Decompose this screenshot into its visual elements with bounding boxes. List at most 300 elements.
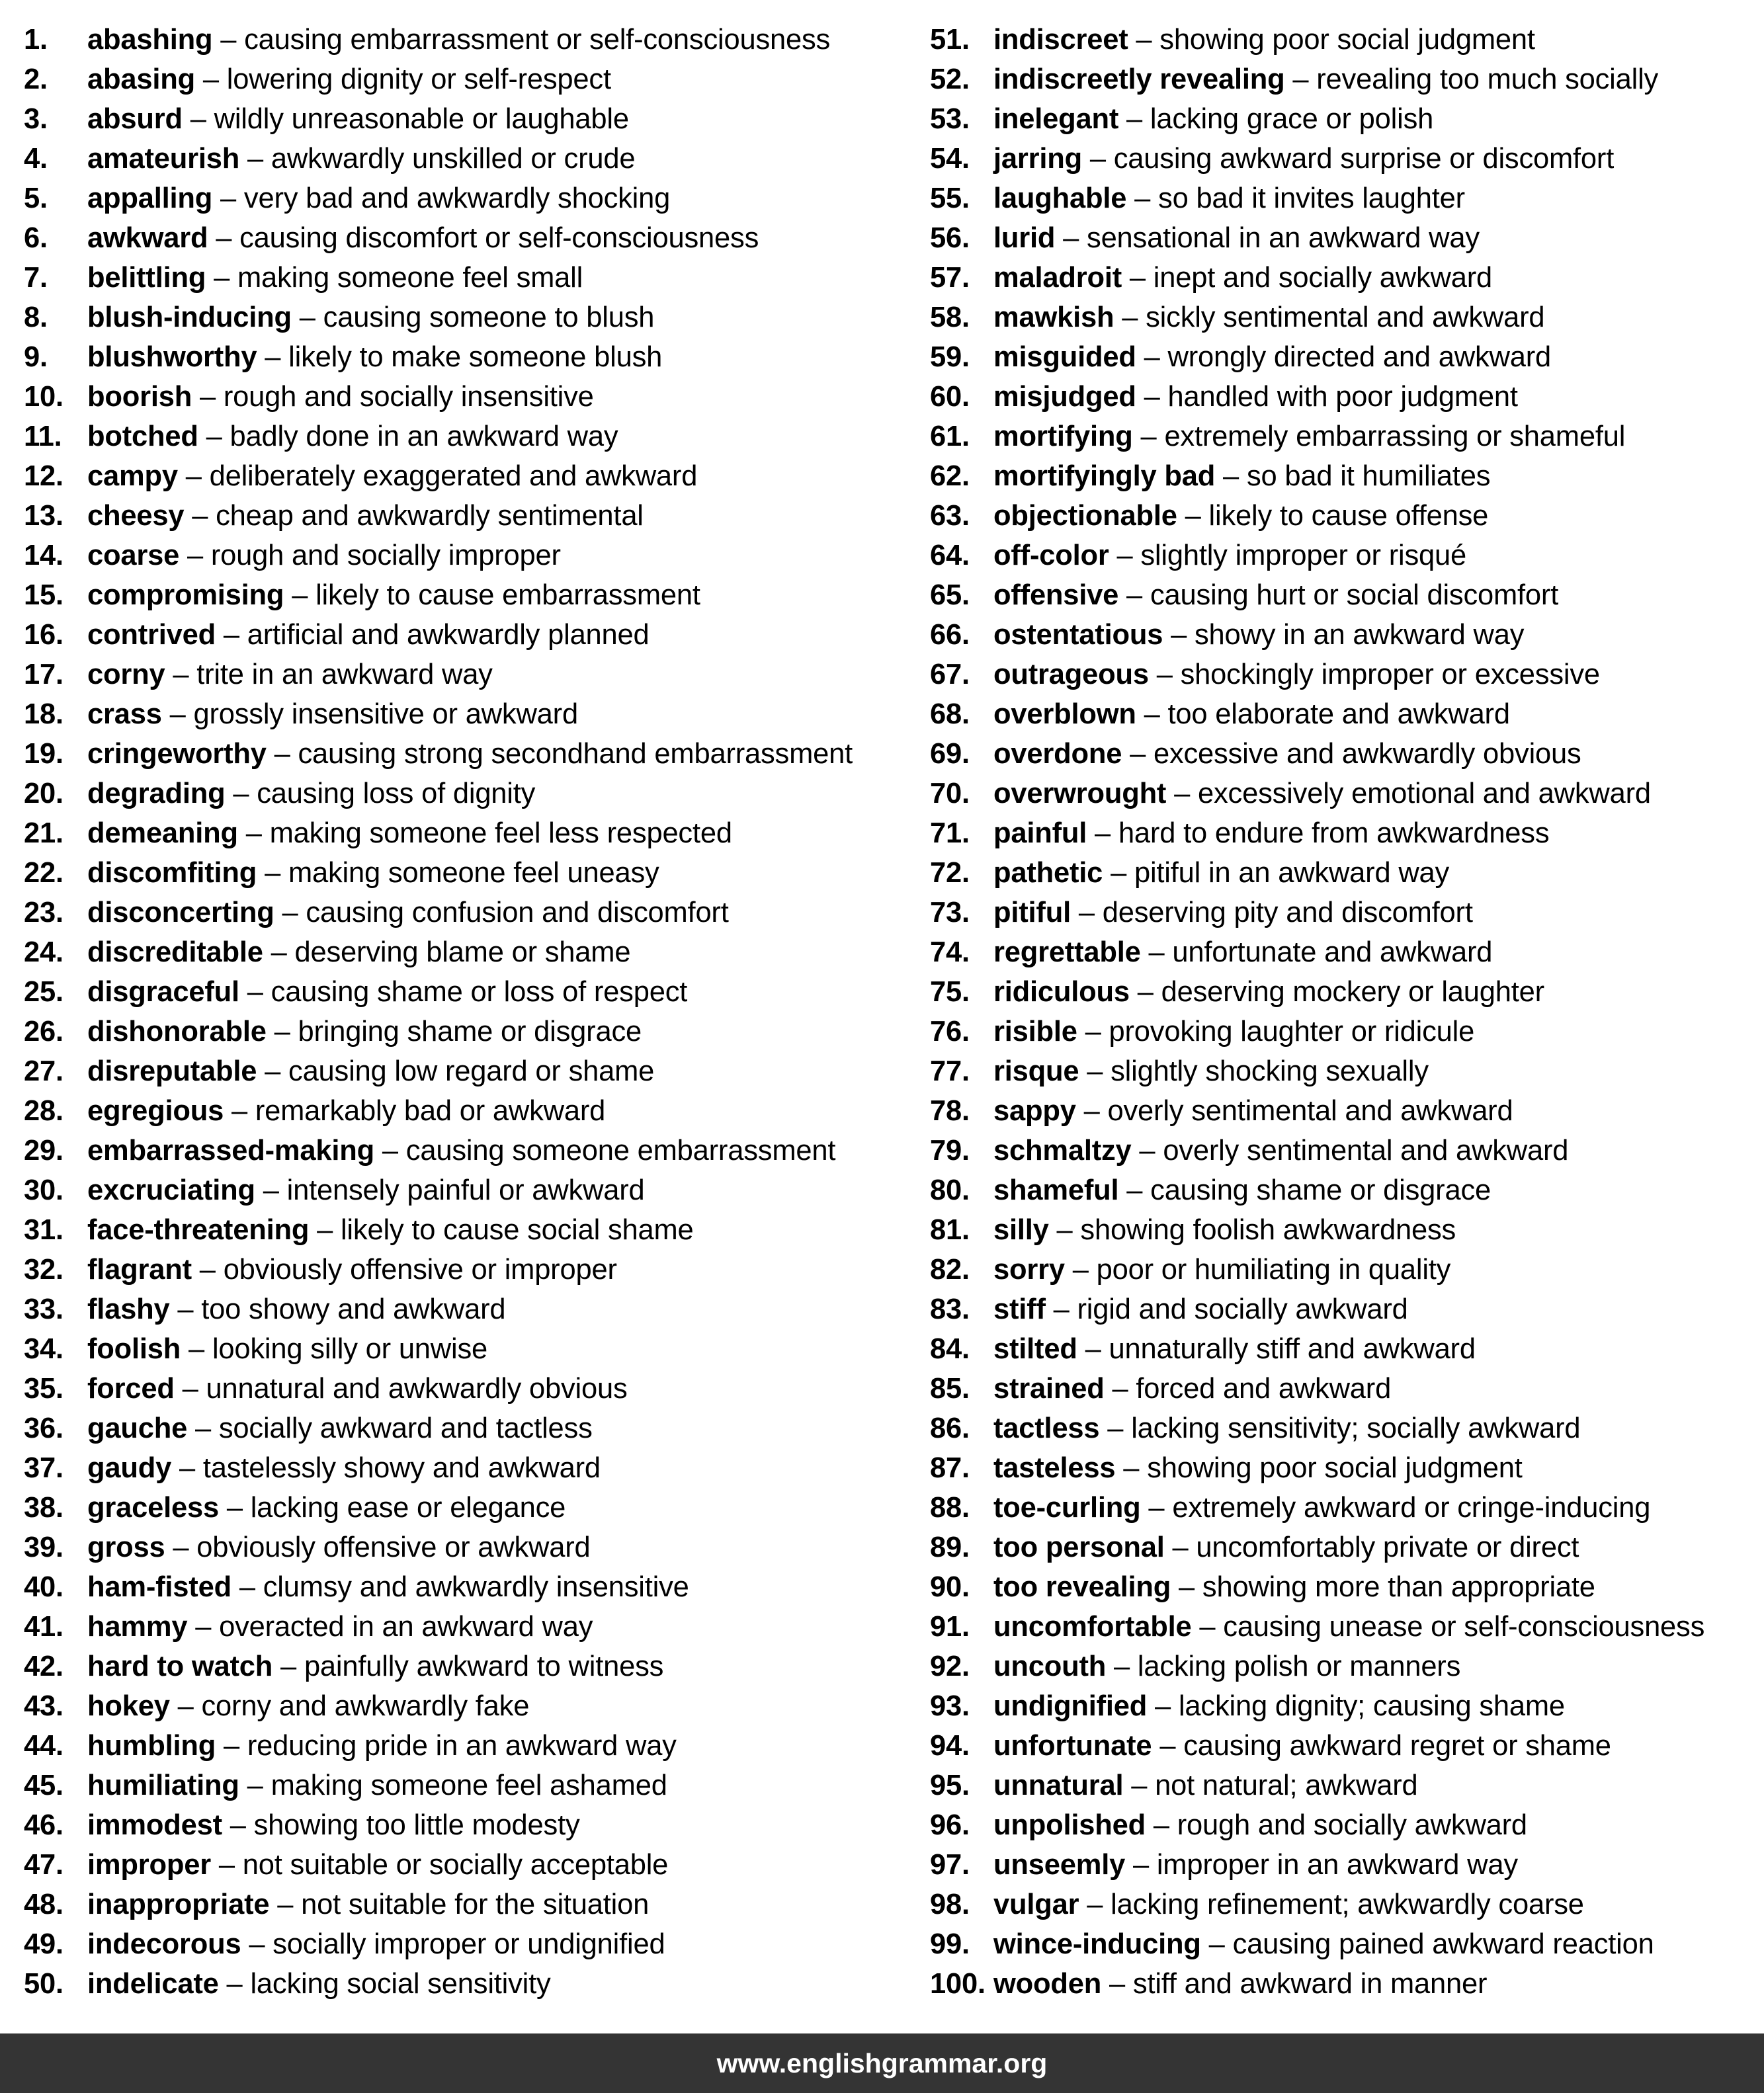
item-number: 85. bbox=[930, 1373, 970, 1405]
item-separator: – bbox=[198, 421, 230, 452]
item-term: gauche bbox=[87, 1413, 188, 1444]
item-definition: sickly sentimental and awkward bbox=[1146, 302, 1545, 333]
item-term: jarring bbox=[993, 143, 1082, 175]
item-number: 74. bbox=[930, 936, 970, 968]
item-term: ham-fisted bbox=[87, 1571, 231, 1603]
item-separator: – bbox=[284, 579, 316, 611]
list-item bbox=[24, 1805, 903, 1845]
item-term: vulgar bbox=[993, 1889, 1079, 1920]
item-number: 27. bbox=[24, 1055, 63, 1087]
item-number: 1. bbox=[24, 24, 48, 56]
item-separator: – bbox=[1079, 1055, 1111, 1087]
item-definition: inept and socially awkward bbox=[1153, 262, 1492, 294]
item-term: mortifyingly bad bbox=[993, 460, 1216, 492]
item-term: overwrought bbox=[993, 778, 1167, 809]
item-definition: causing discomfort or self-consciousness bbox=[239, 222, 759, 254]
item-term: embarrassed-making bbox=[87, 1135, 375, 1167]
list-item bbox=[930, 1091, 1757, 1131]
item-number: 69. bbox=[930, 738, 970, 770]
item-separator: – bbox=[266, 1016, 298, 1047]
item-number: 83. bbox=[930, 1293, 970, 1325]
item-definition: lacking sensitivity; socially awkward bbox=[1131, 1413, 1581, 1444]
item-term: stilted bbox=[993, 1333, 1077, 1365]
item-separator: – bbox=[169, 1293, 202, 1325]
item-separator: – bbox=[182, 103, 214, 135]
item-definition: unnatural and awkwardly obvious bbox=[206, 1373, 628, 1405]
item-separator: – bbox=[291, 302, 323, 333]
item-separator: – bbox=[1114, 302, 1146, 333]
item-definition: overly sentimental and awkward bbox=[1107, 1095, 1513, 1127]
list-item bbox=[930, 417, 1757, 456]
item-separator: – bbox=[1147, 1690, 1179, 1722]
item-definition: socially improper or undignified bbox=[273, 1928, 665, 1960]
item-number: 64. bbox=[930, 540, 970, 571]
item-separator: – bbox=[161, 698, 194, 730]
item-number: 95. bbox=[930, 1770, 970, 1801]
item-number: 34. bbox=[24, 1333, 63, 1365]
item-separator: – bbox=[1048, 1214, 1081, 1246]
item-number: 15. bbox=[24, 579, 63, 611]
item-separator: – bbox=[274, 897, 306, 928]
item-separator: – bbox=[255, 1174, 287, 1206]
item-number: 55. bbox=[930, 183, 970, 214]
item-definition: deliberately exaggerated and awkward bbox=[209, 460, 698, 492]
item-separator: – bbox=[1109, 540, 1141, 571]
item-term: indelicate bbox=[87, 1968, 219, 2000]
item-term: unfortunate bbox=[993, 1730, 1152, 1762]
item-term: wince-inducing bbox=[993, 1928, 1201, 1960]
item-number: 42. bbox=[24, 1651, 63, 1682]
item-number: 23. bbox=[24, 897, 63, 928]
list-item bbox=[24, 1329, 903, 1369]
list-item bbox=[930, 1607, 1757, 1647]
word-list-right-column bbox=[930, 20, 1757, 2004]
list-item bbox=[930, 615, 1757, 655]
item-term: unseemly bbox=[993, 1849, 1126, 1881]
item-term: amateurish bbox=[87, 143, 240, 175]
item-term: forced bbox=[87, 1373, 175, 1405]
item-number: 76. bbox=[930, 1016, 970, 1047]
item-separator: – bbox=[181, 1333, 212, 1365]
item-separator: – bbox=[174, 1373, 206, 1405]
list-item bbox=[930, 1924, 1757, 1964]
item-definition: tastelessly showy and awkward bbox=[202, 1452, 601, 1484]
item-number: 71. bbox=[930, 817, 970, 849]
list-item bbox=[24, 1964, 903, 2004]
item-definition: lacking grace or polish bbox=[1150, 103, 1434, 135]
item-definition: causing awkward regret or shame bbox=[1183, 1730, 1611, 1762]
item-definition: awkwardly unskilled or crude bbox=[271, 143, 636, 175]
list-item bbox=[24, 1091, 903, 1131]
list-item bbox=[930, 179, 1757, 218]
item-separator: – bbox=[257, 857, 288, 889]
list-item bbox=[930, 734, 1757, 774]
item-term: outrageous bbox=[993, 659, 1149, 690]
item-number: 61. bbox=[930, 421, 970, 452]
item-definition: not suitable for the situation bbox=[301, 1889, 650, 1920]
item-separator: – bbox=[1099, 1413, 1132, 1444]
list-item bbox=[930, 1369, 1757, 1409]
item-definition: obviously offensive or awkward bbox=[196, 1532, 591, 1563]
item-separator: – bbox=[269, 1889, 302, 1920]
item-separator: – bbox=[1140, 936, 1173, 968]
item-number: 80. bbox=[930, 1174, 970, 1206]
item-separator: – bbox=[1140, 1492, 1173, 1524]
item-term: schmaltzy bbox=[993, 1135, 1132, 1167]
list-item bbox=[24, 1448, 903, 1488]
list-item bbox=[930, 99, 1757, 139]
item-term: risque bbox=[993, 1055, 1079, 1087]
list-item bbox=[24, 99, 903, 139]
item-definition: causing low regard or shame bbox=[288, 1055, 655, 1087]
item-separator: – bbox=[1118, 579, 1150, 611]
item-separator: – bbox=[374, 1135, 406, 1167]
item-definition: causing someone embarrassment bbox=[405, 1135, 836, 1167]
item-definition: deserving blame or shame bbox=[294, 936, 631, 968]
item-term: unpolished bbox=[993, 1809, 1146, 1841]
item-term: hokey bbox=[87, 1690, 170, 1722]
item-definition: forced and awkward bbox=[1136, 1373, 1392, 1405]
item-term: coarse bbox=[87, 540, 180, 571]
item-definition: showing poor social judgment bbox=[1147, 1452, 1523, 1484]
list-item bbox=[24, 1210, 903, 1250]
item-separator: – bbox=[1045, 1293, 1077, 1325]
item-separator: – bbox=[194, 63, 227, 95]
item-number: 40. bbox=[24, 1571, 63, 1603]
list-item bbox=[24, 298, 903, 337]
item-term: belittling bbox=[87, 262, 206, 294]
item-term: absurd bbox=[87, 103, 183, 135]
item-definition: handled with poor judgment bbox=[1167, 381, 1518, 413]
item-term: campy bbox=[87, 460, 178, 492]
list-item bbox=[24, 1250, 903, 1290]
item-definition: slightly shocking sexually bbox=[1111, 1055, 1429, 1087]
list-item bbox=[24, 575, 903, 615]
list-item bbox=[24, 615, 903, 655]
list-item bbox=[24, 258, 903, 298]
item-number: 19. bbox=[24, 738, 63, 770]
item-separator: – bbox=[1077, 1016, 1109, 1047]
item-number: 54. bbox=[930, 143, 970, 175]
item-separator: – bbox=[1104, 1373, 1136, 1405]
item-term: sappy bbox=[993, 1095, 1076, 1127]
item-term: indecorous bbox=[87, 1928, 241, 1960]
item-number: 86. bbox=[930, 1413, 970, 1444]
item-term: hard to watch bbox=[87, 1651, 273, 1682]
list-item bbox=[930, 1567, 1757, 1607]
item-definition: extremely embarrassing or shameful bbox=[1164, 421, 1626, 452]
list-item bbox=[24, 1647, 903, 1686]
item-number: 78. bbox=[930, 1095, 970, 1127]
item-separator: – bbox=[1115, 1452, 1148, 1484]
item-term: pitiful bbox=[993, 897, 1071, 928]
item-separator: – bbox=[1081, 143, 1114, 175]
list-item bbox=[930, 1170, 1757, 1210]
item-term: silly bbox=[993, 1214, 1049, 1246]
item-number: 82. bbox=[930, 1254, 970, 1286]
item-term: mortifying bbox=[993, 421, 1133, 452]
item-number: 17. bbox=[24, 659, 63, 690]
item-term: blush-inducing bbox=[87, 302, 292, 333]
item-number: 53. bbox=[930, 103, 970, 135]
list-item bbox=[930, 774, 1757, 813]
item-definition: so bad it invites laughter bbox=[1158, 183, 1465, 214]
item-definition: showing more than appropriate bbox=[1202, 1571, 1595, 1603]
item-separator: – bbox=[1106, 1651, 1138, 1682]
item-definition: revealing too much socially bbox=[1316, 63, 1659, 95]
item-term: dishonorable bbox=[87, 1016, 267, 1047]
list-item bbox=[930, 1647, 1757, 1686]
list-item bbox=[24, 1528, 903, 1567]
item-number: 97. bbox=[930, 1849, 970, 1881]
item-number: 63. bbox=[930, 500, 970, 532]
item-definition: uncomfortably private or direct bbox=[1196, 1532, 1579, 1563]
item-separator: – bbox=[1070, 897, 1103, 928]
list-item bbox=[930, 496, 1757, 536]
item-number: 29. bbox=[24, 1135, 63, 1167]
item-separator: – bbox=[1166, 778, 1198, 809]
item-term: face-threatening bbox=[87, 1214, 310, 1246]
item-number: 70. bbox=[930, 778, 970, 809]
item-definition: obviously offensive or improper bbox=[223, 1254, 617, 1286]
item-term: painful bbox=[993, 817, 1087, 849]
word-list-left-column bbox=[24, 20, 903, 2004]
item-number: 66. bbox=[930, 619, 970, 651]
item-term: undignified bbox=[993, 1690, 1148, 1722]
item-separator: – bbox=[212, 24, 245, 56]
item-term: regrettable bbox=[993, 936, 1141, 968]
item-separator: – bbox=[1103, 857, 1134, 889]
item-separator: – bbox=[263, 936, 295, 968]
item-separator: – bbox=[1215, 460, 1247, 492]
item-number: 41. bbox=[24, 1611, 63, 1643]
item-definition: cheap and awkwardly sentimental bbox=[216, 500, 644, 532]
item-term: demeaning bbox=[87, 817, 238, 849]
item-separator: – bbox=[218, 1968, 251, 2000]
item-number: 3. bbox=[24, 103, 48, 135]
item-separator: – bbox=[187, 1611, 220, 1643]
item-definition: looking silly or unwise bbox=[212, 1333, 488, 1365]
item-definition: pitiful in an awkward way bbox=[1134, 857, 1450, 889]
item-separator: – bbox=[1101, 1968, 1133, 2000]
item-number: 79. bbox=[930, 1135, 970, 1167]
item-separator: – bbox=[206, 262, 237, 294]
item-definition: extremely awkward or cringe-inducing bbox=[1172, 1492, 1651, 1524]
item-term: tactless bbox=[993, 1413, 1100, 1444]
list-item bbox=[24, 20, 903, 60]
list-item bbox=[24, 1567, 903, 1607]
item-separator: – bbox=[1126, 183, 1159, 214]
item-definition: wildly unreasonable or laughable bbox=[214, 103, 629, 135]
item-number: 56. bbox=[930, 222, 970, 254]
item-number: 45. bbox=[24, 1770, 63, 1801]
item-separator: – bbox=[165, 659, 197, 690]
item-separator: – bbox=[1136, 698, 1168, 730]
item-term: wooden bbox=[993, 1968, 1102, 2000]
item-separator: – bbox=[1131, 1135, 1163, 1167]
item-definition: showing too little modesty bbox=[253, 1809, 580, 1841]
list-item bbox=[930, 456, 1757, 496]
item-term: cringeworthy bbox=[87, 738, 267, 770]
item-number: 57. bbox=[930, 262, 970, 294]
item-term: misguided bbox=[993, 341, 1136, 373]
item-number: 75. bbox=[930, 976, 970, 1008]
item-definition: making someone feel ashamed bbox=[271, 1770, 667, 1801]
item-number: 73. bbox=[930, 897, 970, 928]
list-item bbox=[930, 932, 1757, 972]
item-definition: not natural; awkward bbox=[1155, 1770, 1418, 1801]
item-separator: – bbox=[1132, 421, 1165, 452]
item-number: 67. bbox=[930, 659, 970, 690]
item-definition: intensely painful or awkward bbox=[286, 1174, 645, 1206]
list-item bbox=[24, 734, 903, 774]
list-item bbox=[24, 1290, 903, 1329]
item-definition: causing shame or loss of respect bbox=[271, 976, 688, 1008]
item-definition: lowering dignity or self-respect bbox=[226, 63, 611, 95]
item-separator: – bbox=[1118, 1174, 1151, 1206]
list-item bbox=[930, 972, 1757, 1012]
item-term: compromising bbox=[87, 579, 284, 611]
item-term: risible bbox=[993, 1016, 1077, 1047]
item-number: 4. bbox=[24, 143, 48, 175]
item-definition: trite in an awkward way bbox=[196, 659, 493, 690]
footer-website-link[interactable]: www.englishgrammar.org bbox=[716, 2048, 1048, 2078]
item-number: 5. bbox=[24, 183, 48, 214]
item-term: discomfiting bbox=[87, 857, 257, 889]
list-item bbox=[24, 853, 903, 893]
list-item bbox=[24, 456, 903, 496]
item-number: 100. bbox=[930, 1968, 986, 2000]
item-number: 18. bbox=[24, 698, 63, 730]
item-definition: making someone feel uneasy bbox=[288, 857, 659, 889]
item-separator: – bbox=[169, 1690, 202, 1722]
item-separator: – bbox=[1079, 1889, 1111, 1920]
list-item bbox=[930, 1488, 1757, 1528]
item-separator: – bbox=[1191, 1611, 1224, 1643]
list-item bbox=[930, 1329, 1757, 1369]
list-item bbox=[24, 139, 903, 179]
list-item bbox=[930, 1210, 1757, 1250]
item-definition: deserving mockery or laughter bbox=[1161, 976, 1544, 1008]
item-number: 88. bbox=[930, 1492, 970, 1524]
item-term: immodest bbox=[87, 1809, 222, 1841]
item-number: 47. bbox=[24, 1849, 63, 1881]
item-number: 59. bbox=[930, 341, 970, 373]
item-term: tasteless bbox=[993, 1452, 1116, 1484]
item-number: 81. bbox=[930, 1214, 970, 1246]
item-number: 33. bbox=[24, 1293, 63, 1325]
list-item bbox=[24, 1409, 903, 1448]
item-number: 12. bbox=[24, 460, 63, 492]
item-number: 31. bbox=[24, 1214, 63, 1246]
list-item bbox=[930, 1448, 1757, 1488]
list-item bbox=[930, 1012, 1757, 1051]
item-definition: rough and socially insensitive bbox=[223, 381, 594, 413]
item-number: 10. bbox=[24, 381, 63, 413]
item-term: unnatural bbox=[993, 1770, 1124, 1801]
item-definition: excessively emotional and awkward bbox=[1198, 778, 1651, 809]
item-separator: – bbox=[224, 1095, 255, 1127]
list-item bbox=[930, 377, 1757, 417]
list-item bbox=[24, 1488, 903, 1528]
item-definition: causing pained awkward reaction bbox=[1232, 1928, 1654, 1960]
item-separator: – bbox=[177, 460, 210, 492]
item-definition: very bad and awkwardly shocking bbox=[243, 183, 671, 214]
item-number: 43. bbox=[24, 1690, 63, 1722]
item-definition: hard to endure from awkwardness bbox=[1118, 817, 1550, 849]
item-definition: socially awkward and tactless bbox=[218, 1413, 593, 1444]
item-term: flagrant bbox=[87, 1254, 192, 1286]
item-definition: too showy and awkward bbox=[201, 1293, 506, 1325]
item-definition: poor or humiliating in quality bbox=[1096, 1254, 1451, 1286]
item-separator: – bbox=[257, 341, 289, 373]
item-number: 49. bbox=[24, 1928, 63, 1960]
list-item bbox=[24, 774, 903, 813]
item-number: 11. bbox=[24, 421, 62, 452]
list-item bbox=[930, 60, 1757, 99]
item-number: 99. bbox=[930, 1928, 970, 1960]
list-item bbox=[24, 813, 903, 853]
item-term: sorry bbox=[993, 1254, 1065, 1286]
list-item bbox=[24, 694, 903, 734]
item-definition: likely to cause social shame bbox=[340, 1214, 694, 1246]
list-item bbox=[930, 1964, 1757, 2004]
item-definition: overacted in an awkward way bbox=[219, 1611, 593, 1643]
item-definition: rough and socially improper bbox=[210, 540, 561, 571]
list-item bbox=[24, 1924, 903, 1964]
item-separator: – bbox=[1064, 1254, 1097, 1286]
list-item bbox=[930, 337, 1757, 377]
list-item bbox=[24, 932, 903, 972]
list-item bbox=[24, 179, 903, 218]
list-item bbox=[24, 1845, 903, 1885]
item-definition: unnaturally stiff and awkward bbox=[1109, 1333, 1476, 1365]
list-item bbox=[24, 1885, 903, 1924]
item-number: 24. bbox=[24, 936, 63, 968]
item-separator: – bbox=[210, 1849, 243, 1881]
item-term: objectionable bbox=[993, 500, 1177, 532]
item-separator: – bbox=[273, 1651, 304, 1682]
list-item bbox=[930, 1290, 1757, 1329]
list-item bbox=[930, 1131, 1757, 1170]
item-term: disconcerting bbox=[87, 897, 274, 928]
item-number: 25. bbox=[24, 976, 63, 1008]
item-definition: not suitable or socially acceptable bbox=[242, 1849, 669, 1881]
item-number: 16. bbox=[24, 619, 63, 651]
item-number: 91. bbox=[930, 1611, 970, 1643]
list-item bbox=[930, 139, 1757, 179]
item-term: toe-curling bbox=[993, 1492, 1141, 1524]
list-item bbox=[24, 1051, 903, 1091]
item-number: 89. bbox=[930, 1532, 970, 1563]
item-separator: – bbox=[1136, 381, 1168, 413]
item-definition: artificial and awkwardly planned bbox=[247, 619, 650, 651]
list-item bbox=[24, 1170, 903, 1210]
item-separator: – bbox=[1075, 1095, 1108, 1127]
list-item bbox=[24, 417, 903, 456]
item-separator: – bbox=[191, 1254, 224, 1286]
list-item bbox=[930, 258, 1757, 298]
item-separator: – bbox=[208, 222, 240, 254]
item-number: 94. bbox=[930, 1730, 970, 1762]
item-definition: likely to make someone blush bbox=[288, 341, 663, 373]
list-item bbox=[930, 853, 1757, 893]
item-term: inappropriate bbox=[87, 1889, 270, 1920]
item-term: abashing bbox=[87, 24, 213, 56]
list-item bbox=[930, 655, 1757, 694]
item-term: graceless bbox=[87, 1492, 219, 1524]
item-separator: – bbox=[237, 817, 270, 849]
